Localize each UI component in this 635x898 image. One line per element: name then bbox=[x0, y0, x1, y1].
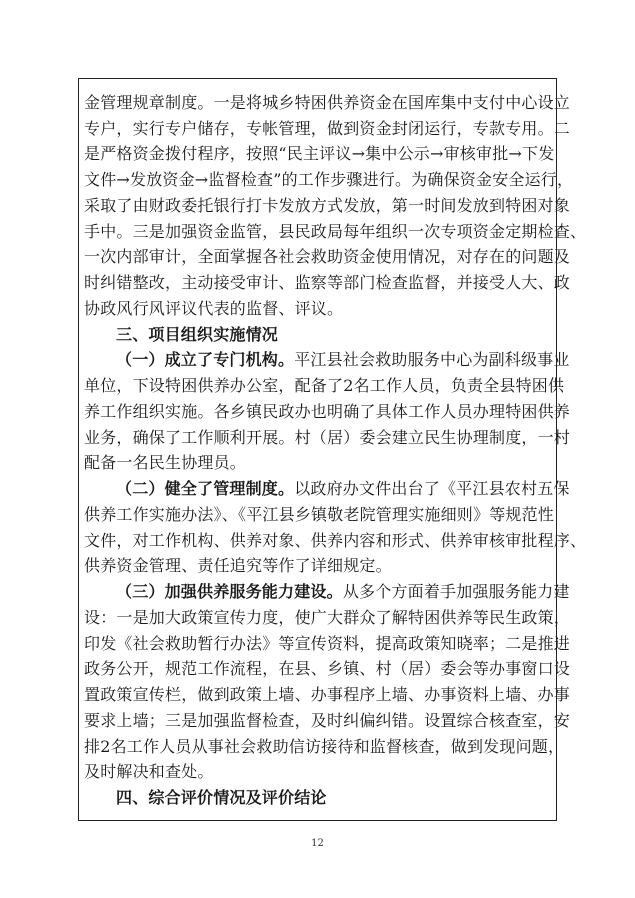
text-line bbox=[84, 221, 587, 243]
text-line bbox=[116, 349, 570, 371]
line-text: 是严格资金拨付程序，按照“民主评议→集中公示→审核审批→下发 bbox=[84, 144, 555, 163]
line-text: 采取了由财政委托银行打卡发放方式发放，第一时间发放到特困对象 bbox=[84, 196, 571, 215]
text-line bbox=[84, 633, 571, 655]
text-line bbox=[84, 272, 571, 294]
line-text: 从多个方面着手加强服务能力建 bbox=[342, 582, 570, 601]
text-line bbox=[84, 684, 571, 706]
line-text: 政务公开，规范工作流程，在县、乡镇、村（居）委会等办事窗口设 bbox=[84, 659, 571, 678]
text-line bbox=[84, 658, 571, 680]
line-text: 配备一名民生协理员。 bbox=[84, 453, 247, 472]
bold-heading: 四、综合评价情况及评价结论 bbox=[116, 788, 327, 807]
line-text: 设：一是加大政策宣传力度，使广大群众了解特困供养等民生政策， bbox=[84, 608, 571, 627]
text-line bbox=[116, 324, 552, 346]
line-text: 文件→发放资金→监督检查”的工作步骤进行。为确保资金安全运行， bbox=[84, 170, 574, 189]
line-text: 协政风行风评议代表的监督、评议。 bbox=[84, 299, 344, 318]
text-line bbox=[84, 504, 555, 526]
text-line bbox=[84, 710, 571, 732]
text-line bbox=[84, 401, 571, 423]
line-text: 养工作组织实施。各乡镇民政办也明确了具体工作人员办理特困供养 bbox=[84, 402, 571, 421]
line-text: 单位，下设特困供养办公室，配备了2名工作人员，负责全县特困供 bbox=[84, 376, 565, 395]
line-text: 专户，实行专户储存，专帐管理，做到资金封闭运行，专款专用。二 bbox=[84, 119, 571, 138]
bold-heading: （二）健全了管理制度。 bbox=[116, 479, 295, 498]
line-text: 以政府办文件出台了《平江县农村五保 bbox=[294, 479, 570, 498]
text-line bbox=[84, 375, 565, 397]
page-number: 12 bbox=[311, 838, 324, 849]
line-text: 平江县社会救助服务中心为副科级事业 bbox=[294, 350, 570, 369]
text-line bbox=[84, 298, 552, 320]
line-text: 供养资金管理、责任追究等作了详细规定。 bbox=[84, 556, 392, 575]
bold-heading: （三）加强供养服务能力建设。 bbox=[116, 582, 343, 601]
text-line bbox=[84, 246, 571, 268]
text-line bbox=[116, 581, 570, 603]
line-text: 手中。三是加强资金监管，县民政局每年组织一次专项资金定期检查、 bbox=[84, 222, 587, 241]
line-text: 金管理规章制度。一是将城乡特困供养资金在国库集中支付中心设立 bbox=[84, 93, 571, 112]
line-text: 业务，确保了工作顺利开展。村（居）委会建立民生协理制度，一村 bbox=[84, 428, 571, 447]
text-line bbox=[84, 607, 571, 629]
text-line bbox=[84, 169, 574, 191]
line-text: 供养工作实施办法》、《平江县乡镇敬老院管理实施细则》等规范性 bbox=[84, 505, 555, 524]
text-line bbox=[84, 195, 571, 217]
text-line bbox=[116, 478, 570, 500]
bold-heading: 三、项目组织实施情况 bbox=[116, 325, 279, 344]
line-text: 时纠错整改，主动接受审计、监察等部门检查监督，并接受人大、政 bbox=[84, 273, 571, 292]
text-line bbox=[84, 452, 552, 474]
line-text: 排2名工作人员从事社会救助信访接待和监督核查，做到发现问题， bbox=[84, 737, 565, 756]
line-text: 印发《社会救助暂行办法》等宣传资料，提高政策知晓率；二是推进 bbox=[84, 634, 571, 653]
text-line bbox=[84, 736, 565, 758]
bold-heading: （一）成立了专门机构。 bbox=[116, 350, 295, 369]
text-line bbox=[84, 92, 571, 114]
text-line bbox=[84, 427, 571, 449]
line-text: 及时解决和查处。 bbox=[84, 762, 214, 781]
text-line bbox=[84, 143, 555, 165]
text-line bbox=[116, 787, 552, 809]
text-line bbox=[84, 761, 552, 783]
text-line bbox=[84, 118, 571, 140]
line-text: 要求上墙；三是加强监督检查，及时纠偏纠错。设置综合核查室，安 bbox=[84, 711, 571, 730]
line-text: 文件，对工作机构、供养对象、供养内容和形式、供养审核审批程序、 bbox=[84, 531, 587, 550]
line-text: 一次内部审计，全面掌握各社会救助资金使用情况，对存在的问题及 bbox=[84, 247, 571, 266]
text-line bbox=[84, 530, 587, 552]
text-line bbox=[84, 555, 552, 577]
line-text: 置政策宣传栏，做到政策上墙、办事程序上墙、办事资料上墙、办事 bbox=[84, 685, 571, 704]
